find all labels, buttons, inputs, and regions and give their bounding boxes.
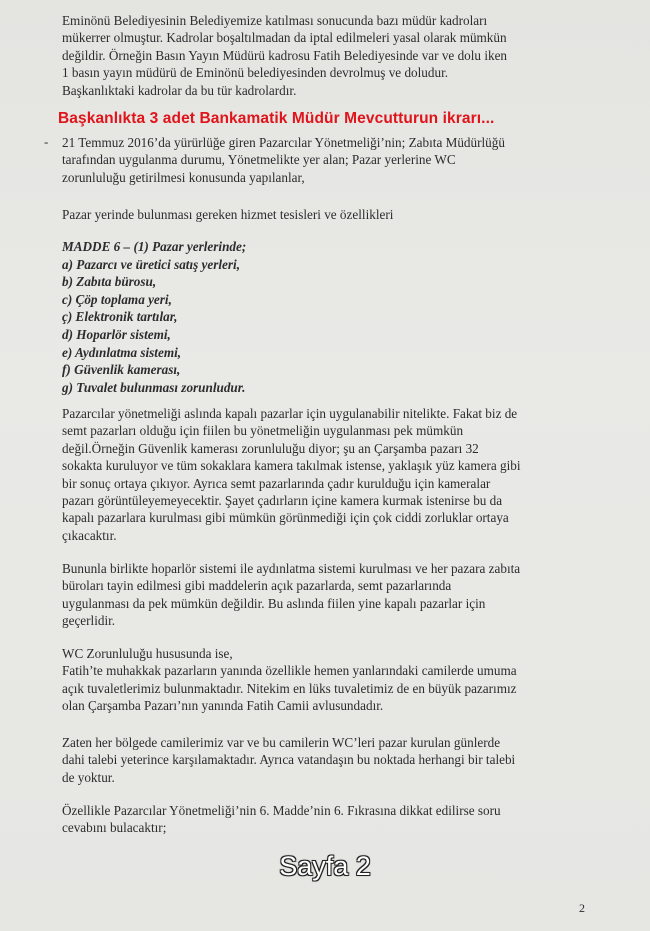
- text-line: zorunluluğu getirilmesi konusunda yapılanlar,: [62, 169, 305, 185]
- page-number: 2: [579, 901, 585, 915]
- text-line: kapalı pazarlara kurulması gibi mümkün görünmediği için çok ciddi zorluklar ortaya: [62, 510, 509, 526]
- list-item: e) Aydınlatma sistemi,: [62, 344, 182, 360]
- madde-6-list: [62, 238, 246, 396]
- text-line: sokakta kuruluyor ve tüm sokaklara kamera takılmak istense, yaklaşık yüz kamera gibi: [62, 458, 521, 474]
- text-line: tarafından uygulanma durumu, Yönetmelikte yer alan; Pazar yerlerine WC: [62, 152, 456, 168]
- text-line: de yoktur.: [62, 769, 115, 785]
- paragraph-8: [62, 802, 584, 837]
- text-line: Pazarcılar yönetmeliği aslında kapalı pazarlar için uygulanabilir nitelikte. Fakat biz de: [62, 406, 518, 421]
- list-item: a) Pazarcı ve üretici satış yerleri,: [62, 256, 240, 272]
- paragraph-4: [62, 405, 584, 544]
- text-line: dahi talebi yeterince karşılamaktadır. Ayrıca vatandaşın bu noktada herhangi bir talebi: [62, 752, 516, 768]
- list-item: f) Güvenlik kamerası,: [62, 362, 181, 378]
- text-line: değildir. Örneğin Basın Yayın Müdürü kadrosu Fatih Belediyesinde var ve dolu iken: [62, 47, 508, 63]
- text-line: Başkanlıktaki kadrolar da bu tür kadrolardır.: [62, 82, 297, 98]
- text-line: 1 basın yayın müdürü de Eminönü belediyesinden devrolmuş ve doludur.: [62, 65, 449, 81]
- text-line: büroları tayin edilmesi gibi maddelerin açık pazarlarda, semt pazarlarında: [62, 578, 452, 594]
- list-item: c) Çöp toplama yeri,: [62, 291, 172, 307]
- text-line: Bununla birlikte hoparlör sistemi ile aydınlatma sistemi kurulması ve her pazara zabıta: [62, 561, 521, 576]
- text-line: semt pazarları olduğu için fiilen bu yönetmeliğin uygulanması pek mümkün: [62, 423, 464, 439]
- text-line: geçerlidir.: [62, 613, 116, 629]
- text-line: mükerrer olmuştur. Kadrolar boşaltılmadan da iptal edilmeleri yasal olarak mümkün: [62, 30, 507, 46]
- list-item: ç) Elektronik tartılar,: [62, 309, 178, 325]
- text-line: açık tuvaletlerimiz bulunmaktadır. Nitekim en lüks tuvaletimiz de en büyük pazarımız: [62, 680, 517, 696]
- text-line: uygulanması da pek mümkün değildir. Bu aslında fiilen yine kapalı pazarlar için: [62, 595, 486, 611]
- text-line: Özellikle Pazarcılar Yönetmeliği’nin 6. Madde’nin 6. Fıkrasına dikkat edilirse soru: [62, 803, 501, 818]
- text-line: 21 Temmuz 2016’da yürürlüğe giren Pazarcılar Yönetmeliği’nin; Zabıta Müdürlüğü: [62, 135, 505, 150]
- text-line: olan Çarşamba Pazarı’nın yanında Fatih Camii avlusundadır.: [62, 698, 384, 714]
- page-overlay-label: Sayfa 2: [279, 851, 371, 881]
- text-line: bir sonuç ortaya çıkıyor. Ayrıca semt pazarlarında çadır kurulduğu için kameralar: [62, 475, 491, 491]
- text-line: WC Zorunluluğu hususunda ise,: [62, 646, 233, 661]
- madde-heading: MADDE 6 – (1) Pazar yerlerinde;: [62, 239, 247, 254]
- text-line: çıkacaktır.: [62, 527, 117, 543]
- intro-paragraph: [62, 12, 584, 99]
- text-line: cevabını bulacaktır;: [62, 820, 167, 836]
- paragraph-7: [62, 734, 584, 786]
- paragraph-5: [62, 560, 584, 630]
- text-line: Eminönü Belediyesinin Belediyemize katılması sonucunda bazı müdür kadroları: [62, 13, 488, 28]
- text-line: Fatih’te muhakkak pazarların yanında özellikle hemen yanlarındaki camilerde umuma: [62, 663, 517, 679]
- paragraph-2: [62, 134, 584, 186]
- text-line: pazarı görüntüleyemeyecektir. Şayet çadırların içine kamera kurmak istenirse bu da: [62, 493, 503, 509]
- red-banner-annotation: Başkanlıkta 3 adet Bankamatik Müdür Mevcutturun ikrarı...: [58, 110, 495, 127]
- paragraph-6: [62, 645, 584, 715]
- paragraph-3: Pazar yerinde bulunması gereken hizmet tesisleri ve özellikleri: [62, 207, 394, 222]
- list-item: g) Tuvalet bulunması zorunludur.: [62, 379, 246, 395]
- text-line: değil.Örneğin Güvenlik kamerası zorunluluğu diyor; şu an Çarşamba pazarı 32: [62, 440, 479, 456]
- list-item: b) Zabıta bürosu,: [62, 274, 157, 290]
- list-item: d) Hoparlör sistemi,: [62, 326, 171, 342]
- bullet-dash: -: [44, 134, 49, 149]
- text-line: Zaten her bölgede camilerimiz var ve bu camilerin WC’leri pazar kurulan günlerde: [62, 735, 501, 750]
